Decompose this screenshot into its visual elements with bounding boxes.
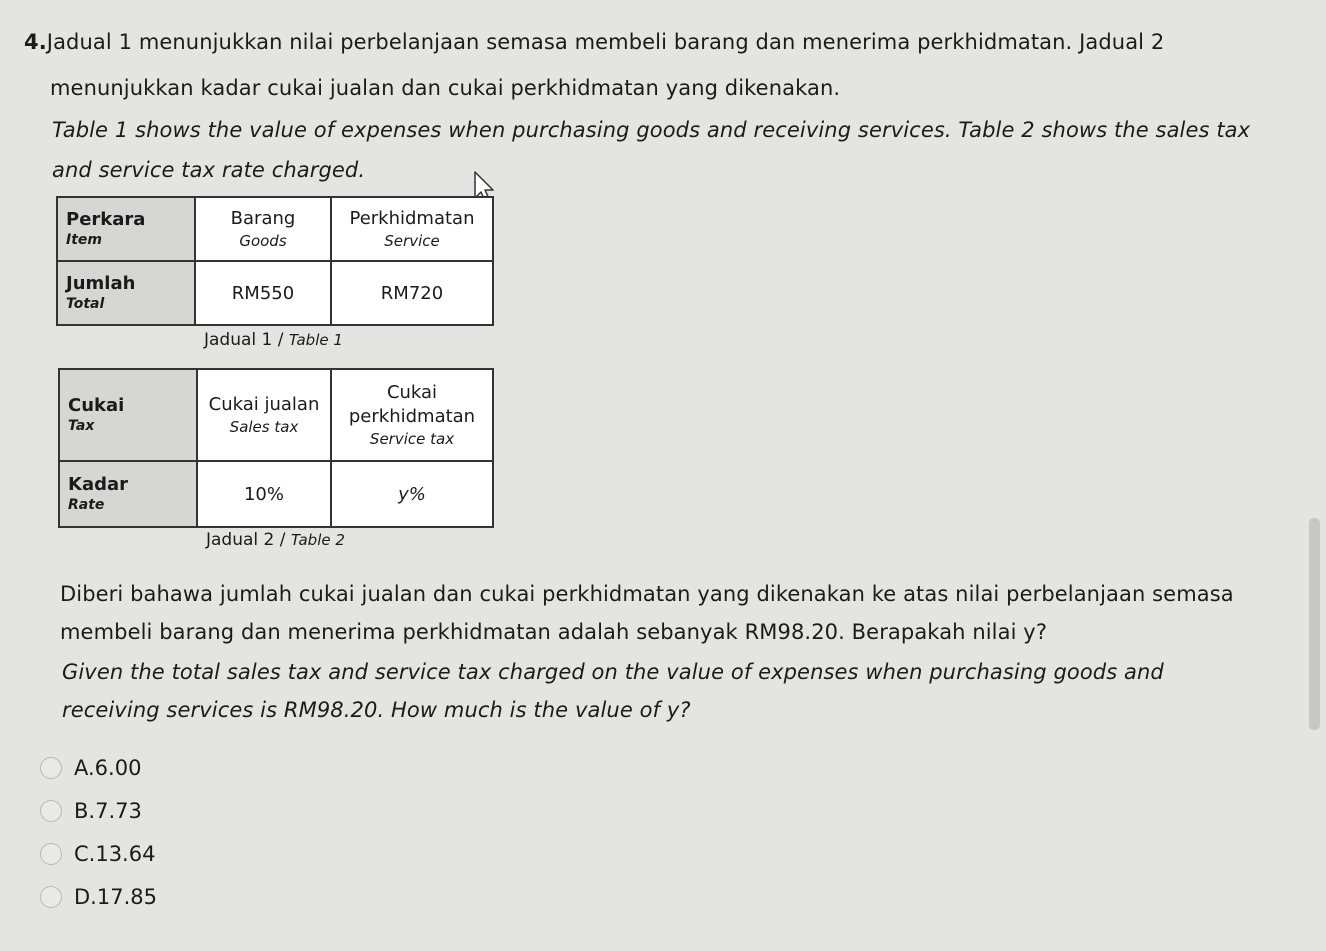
question-text-en-1: Table 1 shows the value of expenses when purchasing goods and receiving services. Table 2 shows the sales tax bbox=[52, 118, 1251, 142]
prompt-ms-line1: Diberi bahawa jumlah cukai jualan dan cukai perkhidmatan yang dikenakan ke atas nilai perbelanjaan semasa bbox=[60, 582, 1234, 606]
prompt-en-line1: Given the total sales tax and service tax charged on the value of expenses when purchasing goods and bbox=[62, 660, 1164, 684]
table-2-header-service bbox=[331, 369, 493, 461]
question-text-en-2: and service tax rate charged. bbox=[52, 158, 366, 182]
table-1-goods-value: RM550 bbox=[195, 261, 331, 325]
option-d-label: D.17.85 bbox=[74, 885, 157, 909]
table-1 bbox=[56, 196, 494, 326]
table-2-header-tax bbox=[59, 369, 197, 461]
table-1-caption-en: Table 1 bbox=[288, 331, 343, 349]
option-c[interactable] bbox=[40, 838, 155, 870]
table-2-header-sales bbox=[197, 369, 331, 461]
table-1-header-service-en: Service bbox=[384, 232, 440, 250]
table-2-service-value: y% bbox=[331, 461, 493, 527]
radio-button-c[interactable] bbox=[40, 843, 62, 865]
table-2 bbox=[58, 368, 494, 528]
table-2-header-sales-ms: Cukai jualan bbox=[208, 394, 320, 415]
option-d[interactable] bbox=[40, 881, 157, 913]
table-2-header-service-ms-2: perkhidmatan bbox=[348, 406, 476, 427]
table-2-caption-en: Table 2 bbox=[290, 531, 345, 549]
table-1-header-service bbox=[331, 197, 493, 261]
table-1-header-row bbox=[57, 197, 493, 261]
question-text-ms-1: Jadual 1 menunjukkan nilai perbelanjaan semasa membeli barang dan menerima perkhidmatan. Jadual 2 bbox=[46, 30, 1165, 54]
table-2-row-label-en: Rate bbox=[68, 497, 105, 513]
table-1-header-service-ms: Perkhidmatan bbox=[349, 208, 475, 229]
table-2-caption-ms: Jadual 2 / bbox=[206, 530, 286, 550]
question-text-ms-2: menunjukkan kadar cukai jualan dan cukai perkhidmatan yang dikenakan. bbox=[50, 76, 841, 100]
table-1-row-label-en: Total bbox=[66, 296, 105, 312]
table-1-header-goods-en: Goods bbox=[239, 232, 287, 250]
table-2-header-tax-ms: Cukai bbox=[68, 395, 125, 416]
table-1-header-item bbox=[57, 197, 195, 261]
radio-button-d[interactable] bbox=[40, 886, 62, 908]
table-2-header-service-en: Service tax bbox=[369, 430, 455, 448]
table-1-header-item-ms: Perkara bbox=[66, 209, 146, 230]
table-2-header-sales-en: Sales tax bbox=[229, 418, 299, 436]
prompt-en-line2: receiving services is RM98.20. How much is the value of y? bbox=[62, 698, 691, 722]
table-2-row-label bbox=[59, 461, 197, 527]
option-b[interactable] bbox=[40, 795, 142, 827]
option-b-label: B.7.73 bbox=[74, 799, 142, 823]
option-a[interactable] bbox=[40, 752, 141, 784]
table-2-header-tax-en: Tax bbox=[68, 418, 95, 434]
radio-button-b[interactable] bbox=[40, 800, 62, 822]
table-1-header-goods bbox=[195, 197, 331, 261]
table-1-header-item-en: Item bbox=[66, 232, 102, 248]
table-2-sales-value: 10% bbox=[197, 461, 331, 527]
table-2-caption bbox=[206, 530, 345, 550]
table-1-data-row bbox=[57, 261, 493, 325]
table-1-caption bbox=[204, 330, 343, 350]
prompt-ms-line2: membeli barang dan menerima perkhidmatan adalah sebanyak RM98.20. Berapakah nilai y? bbox=[60, 620, 1048, 644]
table-1-header-goods-ms: Barang bbox=[230, 208, 296, 229]
question-intro-ms-line1 bbox=[24, 30, 1164, 54]
option-a-label: A.6.00 bbox=[74, 756, 142, 780]
table-2-row-label-ms: Kadar bbox=[68, 474, 129, 495]
question-number: 4. bbox=[24, 30, 47, 54]
table-2-header-service-ms-1: Cukai bbox=[386, 382, 438, 403]
table-1-caption-ms: Jadual 1 / bbox=[204, 330, 284, 350]
table-1-row-label bbox=[57, 261, 195, 325]
vertical-scrollbar[interactable] bbox=[1309, 518, 1320, 730]
table-2-data-row bbox=[59, 461, 493, 527]
option-c-label: C.13.64 bbox=[74, 842, 156, 866]
table-2-header-row bbox=[59, 369, 493, 461]
table-1-service-value: RM720 bbox=[331, 261, 493, 325]
radio-button-a[interactable] bbox=[40, 757, 62, 779]
table-1-row-label-ms: Jumlah bbox=[66, 273, 136, 294]
